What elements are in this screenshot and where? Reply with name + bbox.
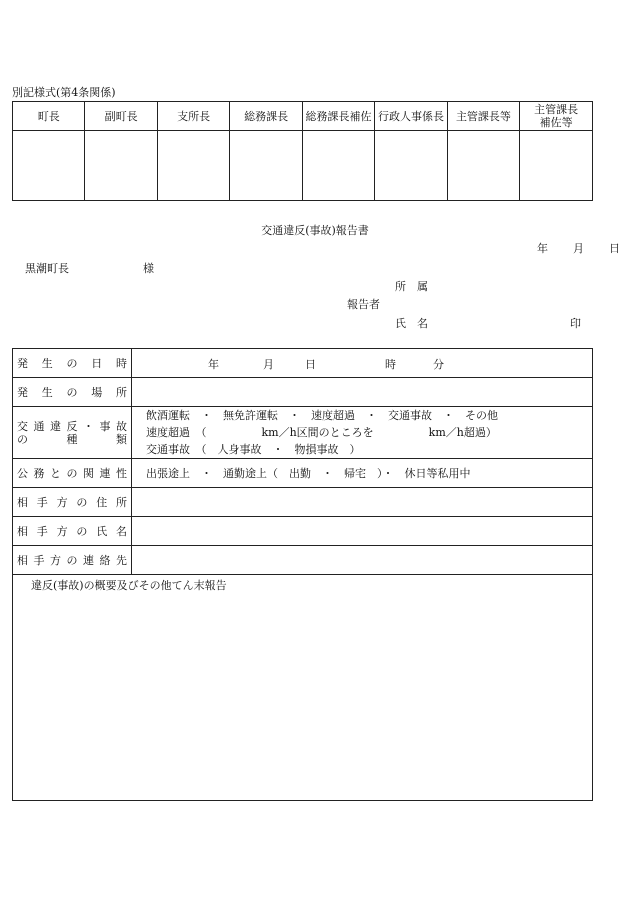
approval-header: 総務課長 xyxy=(230,102,302,131)
datetime-month: 月 xyxy=(263,358,274,371)
datetime-hour: 時 xyxy=(385,358,396,371)
approval-header: 行政人事係長 xyxy=(375,102,447,131)
stamp-cell[interactable] xyxy=(85,131,157,201)
approval-header: 主管課長等 xyxy=(447,102,519,131)
approval-table xyxy=(12,101,593,201)
stamp-cell[interactable] xyxy=(302,131,374,201)
place-field[interactable] xyxy=(132,378,593,407)
violation-options-line1: 飲酒運転 ・ 無免許運転 ・ 速度超過 ・ 交通事故 ・ その他 xyxy=(146,409,498,422)
violation-type-field[interactable] xyxy=(132,407,593,459)
violation-accident-line: 交通事故 （ 人身事故 ・ 物損事故 ） xyxy=(146,443,361,456)
row-label-datetime: 発 生 の 日 時 xyxy=(13,349,132,378)
approval-header: 副町長 xyxy=(85,102,157,131)
other-contact-field[interactable] xyxy=(132,546,593,575)
datetime-year: 年 xyxy=(208,358,219,371)
date-day: 日 xyxy=(609,242,620,255)
approval-header: 主管課長補佐等 xyxy=(520,102,593,131)
approval-header: 町長 xyxy=(13,102,85,131)
addressee-name: 黒潮町長 xyxy=(25,262,69,275)
stamp-cell[interactable] xyxy=(447,131,519,201)
report-table xyxy=(12,348,593,801)
addressee-honorific: 様 xyxy=(143,262,154,275)
datetime-minute: 分 xyxy=(433,358,444,371)
row-label-other-address: 相 手 方 の 住 所 xyxy=(13,488,132,517)
row-label-place: 発 生 の 場 所 xyxy=(13,378,132,407)
reporter-name-label: 氏 名 xyxy=(395,317,428,330)
document-title: 交通違反(事故)報告書 xyxy=(261,224,369,237)
duty-relation-field[interactable]: 出張途上 ・ 通勤途上（ 出勤 ・ 帰宅 ）・ 休日等私用中 xyxy=(132,459,593,488)
approval-header: 支所長 xyxy=(157,102,229,131)
date-year: 年 xyxy=(537,242,548,255)
stamp-cell[interactable] xyxy=(157,131,229,201)
summary-label: 違反(事故)の概要及びその他てん末報告 xyxy=(31,579,227,592)
summary-field[interactable] xyxy=(13,575,593,801)
datetime-field[interactable] xyxy=(132,349,593,378)
stamp-cell[interactable] xyxy=(13,131,85,201)
reporter-affiliation-label: 所 属 xyxy=(395,280,428,293)
stamp-cell[interactable] xyxy=(375,131,447,201)
datetime-day: 日 xyxy=(305,358,316,371)
seal-mark: 印 xyxy=(570,317,581,330)
other-address-field[interactable] xyxy=(132,488,593,517)
row-label-duty-relation: 公 務 と の 関 連 性 xyxy=(13,459,132,488)
row-label-violation-type: 交 通 違 反 ・ 事 故 の 種 類 xyxy=(13,407,132,459)
stamp-cell[interactable] xyxy=(230,131,302,201)
row-label-other-name: 相 手 方 の 氏 名 xyxy=(13,517,132,546)
row-label-other-contact: 相 手 方 の 連 絡 先 xyxy=(13,546,132,575)
violation-speed-line: 速度超過 （ km／h区間のところを km／h超過） xyxy=(146,426,497,439)
approval-header: 総務課長補佐 xyxy=(302,102,374,131)
stamp-cell[interactable] xyxy=(520,131,593,201)
form-label: 別記様式(第4条関係) xyxy=(12,86,116,99)
reporter-label: 報告者 xyxy=(347,298,380,311)
other-name-field[interactable] xyxy=(132,517,593,546)
date-month: 月 xyxy=(573,242,584,255)
